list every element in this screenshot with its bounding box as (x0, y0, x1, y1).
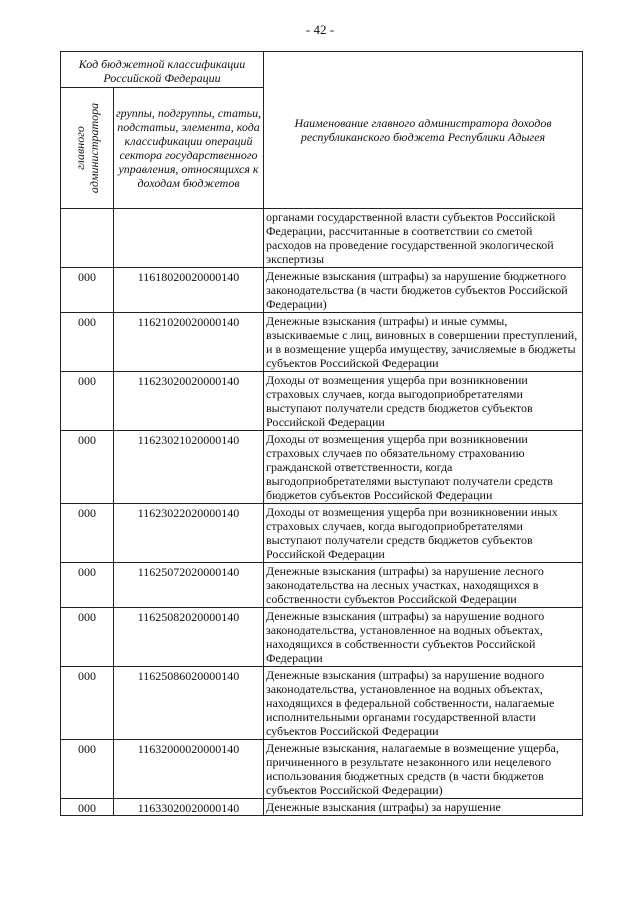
kbk-code-cell: 11633020020000140 (114, 799, 264, 816)
table-row (61, 799, 583, 816)
table-row (61, 209, 583, 268)
table-row (61, 504, 583, 563)
admin-code-cell: 000 (61, 431, 114, 504)
admin-code-cell: 000 (61, 667, 114, 740)
revenue-name-cell: Доходы от возмещения ущерба при возникновении страховых случаев по обязательному страхованию гражданской ответственности, когда выгодоприобретателями выступают получатели средств бюджетов субъектов Российской Федерации (264, 431, 583, 504)
page-number: - 42 - (305, 22, 335, 37)
kbk-code-cell: 11625086020000140 (114, 667, 264, 740)
kbk-code-cell: 11618020020000140 (114, 268, 264, 313)
revenue-name-cell: Денежные взыскания (штрафы) за нарушение водного законодательства, установленное на водных объектах, находящихся в собственности субъектов Российской Федерации (264, 608, 583, 667)
table-row (61, 313, 583, 372)
revenue-name-cell: Денежные взыскания, налагаемые в возмещение ущерба, причиненного в результате незаконного или нецелевого использования бюджетных средств (в части бюджетов субъектов Российской Федерации) (264, 740, 583, 799)
kbk-code-cell: 11623020020000140 (114, 372, 264, 431)
table-row (61, 563, 583, 608)
admin-code-cell: 000 (61, 372, 114, 431)
admin-code-cell: 000 (61, 799, 114, 816)
table-row (61, 740, 583, 799)
header-admin-label: главного администратора (73, 102, 101, 194)
revenue-name-cell: Денежные взыскания (штрафы) за нарушение лесного законодательства на лесных участках, находящихся в собственности субъектов Российской Федерации (264, 563, 583, 608)
table-row (61, 608, 583, 667)
admin-code-cell: 000 (61, 608, 114, 667)
header-name-column: Наименование главного администратора доходов республиканского бюджета Республики Адыгея (264, 52, 583, 209)
admin-code-cell: 000 (61, 268, 114, 313)
header-admin-column (61, 88, 114, 209)
table-row (61, 431, 583, 504)
table-row (61, 667, 583, 740)
revenue-name-cell: Денежные взыскания (штрафы) за нарушение водного законодательства, установленное на водных объектах, находящихся в федеральной собственности, налагаемые исполнительными органами государственной власти субъектов Российской Федерации (264, 667, 583, 740)
revenue-name-cell: Доходы от возмещения ущерба при возникновении страховых случаев, когда выгодоприобретателями выступают получатели средств бюджетов субъектов Российской Федерации (264, 372, 583, 431)
budget-classification-table (60, 51, 583, 816)
kbk-code-cell: 11632000020000140 (114, 740, 264, 799)
kbk-code-cell: 11623021020000140 (114, 431, 264, 504)
admin-code-cell: 000 (61, 504, 114, 563)
admin-code-cell (61, 209, 114, 268)
header-code-group: Код бюджетной классификации Российской Федерации (61, 52, 264, 88)
header-classification-column: группы, подгруппы, статьи, подстатьи, элемента, кода классификации операций сектора государственного управления, относящихся к доходам бюджетов (114, 88, 264, 209)
revenue-name-cell: органами государственной власти субъектов Российской Федерации, рассчитанные в соответствии со сметой расходов на проведение государственной экологической экспертизы (264, 209, 583, 268)
kbk-code-cell: 11625072020000140 (114, 563, 264, 608)
revenue-name-cell: Доходы от возмещения ущерба при возникновении иных страховых случаев, когда выгодоприобретателями выступают получатели средств бюджетов субъектов Российской Федерации (264, 504, 583, 563)
kbk-code-cell: 11621020020000140 (114, 313, 264, 372)
table-row (61, 372, 583, 431)
revenue-name-cell: Денежные взыскания (штрафы) и иные суммы, взыскиваемые с лиц, виновных в совершении преступлений, и в возмещение ущерба имуществу, зачисляемые в бюджеты субъектов Российской Федерации (264, 313, 583, 372)
kbk-code-cell: 11625082020000140 (114, 608, 264, 667)
admin-code-cell: 000 (61, 563, 114, 608)
kbk-code-cell: 11623022020000140 (114, 504, 264, 563)
revenue-name-cell: Денежные взыскания (штрафы) за нарушение бюджетного законодательства (в части бюджетов субъектов Российской Федерации) (264, 268, 583, 313)
kbk-code-cell (114, 209, 264, 268)
admin-code-cell: 000 (61, 313, 114, 372)
admin-code-cell: 000 (61, 740, 114, 799)
revenue-name-cell: Денежные взыскания (штрафы) за нарушение (264, 799, 583, 816)
table-header-row (61, 52, 583, 88)
table-row (61, 268, 583, 313)
